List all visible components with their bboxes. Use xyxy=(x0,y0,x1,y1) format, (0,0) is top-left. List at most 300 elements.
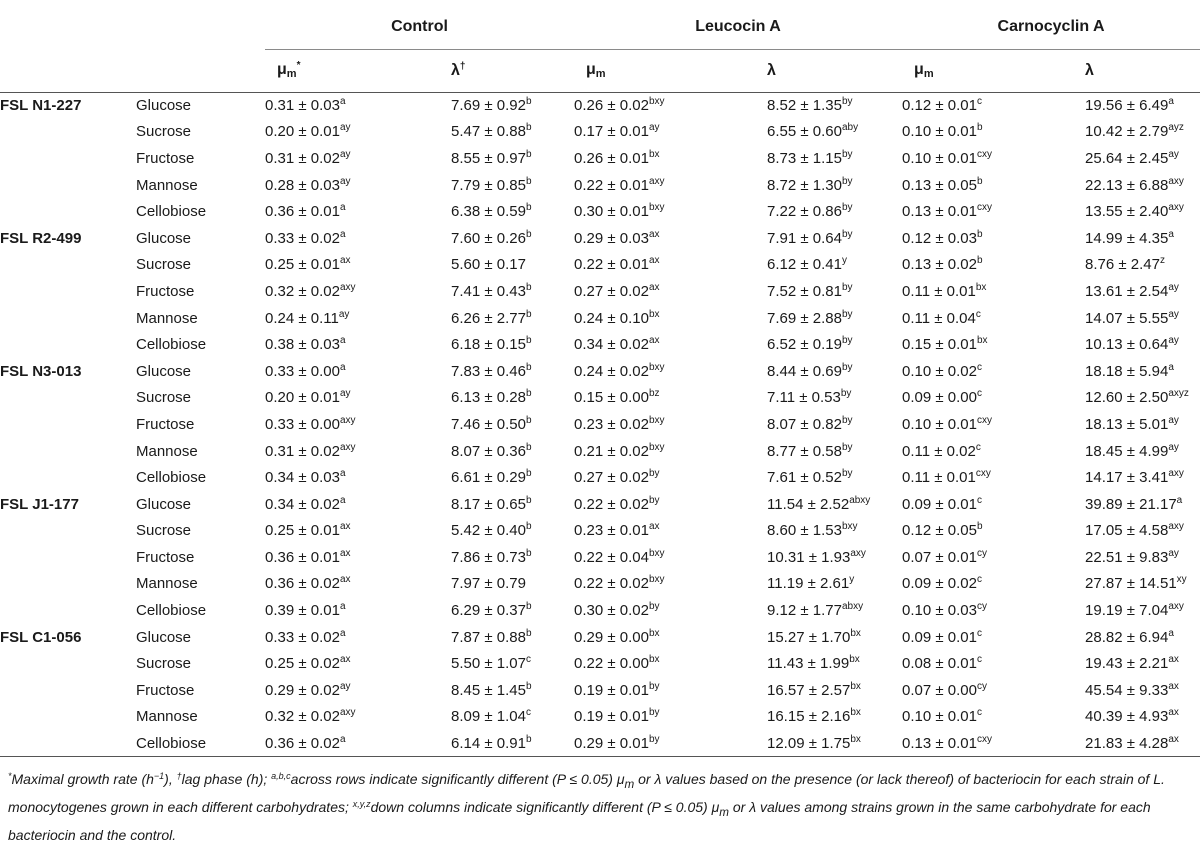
carnocyclin-lambda-value: 17.05 ± 4.58 xyxy=(1085,522,1169,540)
carbohydrate-cell: Glucose xyxy=(136,495,192,513)
carbohydrate-cell: Fructose xyxy=(136,149,195,167)
leucocin-lambda-superscript: bx xyxy=(850,627,861,639)
strain-cell xyxy=(0,650,136,677)
carnocyclin-lambda-superscript: a xyxy=(1168,228,1174,240)
control-lambda-cell xyxy=(419,650,574,677)
leucocin-lambda-value: 7.69 ± 2.88 xyxy=(767,309,842,327)
leucocin-lambda-value: 7.11 ± 0.53 xyxy=(767,389,841,407)
leucocin-lambda-superscript: by xyxy=(841,308,853,320)
strain-cell: FSL R2-499 xyxy=(0,229,82,247)
carnocyclin-lambda-cell xyxy=(1053,92,1200,119)
control-mu-value: 0.31 ± 0.02 xyxy=(265,149,340,167)
control-lambda-superscript: c xyxy=(525,654,531,666)
control-lambda-value: 7.60 ± 0.26 xyxy=(451,229,526,247)
carnocyclin-lambda-cell xyxy=(1053,385,1200,412)
carnocyclin-mu-superscript: b xyxy=(976,122,983,134)
carnocyclin-mu-superscript: b xyxy=(976,255,983,267)
table-row xyxy=(0,438,1200,465)
table-row xyxy=(0,92,1200,119)
carnocyclin-lambda-value: 8.76 ± 2.47 xyxy=(1085,256,1160,274)
carnocyclin-mu-cell xyxy=(902,491,1053,518)
leucocin-lambda-superscript: by xyxy=(841,228,853,240)
carnocyclin-lambda-cell xyxy=(1053,491,1200,518)
control-mu-value: 0.32 ± 0.02 xyxy=(265,282,340,300)
control-lambda-value: 8.55 ± 0.97 xyxy=(451,149,526,167)
carnocyclin-mu-value: 0.11 ± 0.01 xyxy=(902,469,976,487)
leucocin-mu-cell xyxy=(574,411,735,438)
control-lambda-cell xyxy=(419,518,574,545)
leucocin-lambda-value: 7.22 ± 0.86 xyxy=(767,203,842,221)
control-mu-cell xyxy=(265,650,419,677)
carnocyclin-lambda-value: 14.07 ± 5.55 xyxy=(1085,309,1169,327)
carnocyclin-lambda-value: 27.87 ± 14.51 xyxy=(1085,575,1177,593)
carnocyclin-mu-cell xyxy=(902,650,1053,677)
leucocin-mu-superscript: axy xyxy=(648,175,665,187)
leucocin-mu-value: 0.26 ± 0.02 xyxy=(574,97,649,115)
leucocin-lambda-cell xyxy=(735,518,902,545)
leucocin-mu-value: 0.27 ± 0.02 xyxy=(574,469,649,487)
control-lambda-superscript: b xyxy=(525,494,532,506)
leucocin-lambda-superscript: by xyxy=(841,441,853,453)
control-lambda-value: 7.87 ± 0.88 xyxy=(451,628,526,646)
table-row xyxy=(0,119,1200,146)
group-header-control: Control xyxy=(265,0,574,50)
control-lambda-value: 6.29 ± 0.37 xyxy=(451,602,526,620)
carnocyclin-mu-cell xyxy=(902,225,1053,252)
strain-cell xyxy=(0,119,136,146)
leucocin-mu-value: 0.24 ± 0.02 xyxy=(574,362,649,380)
carnocyclin-mu-superscript: c xyxy=(976,654,982,666)
leucocin-mu-superscript: bx xyxy=(648,308,660,320)
leucocin-mu-superscript: by xyxy=(648,733,660,745)
carnocyclin-lambda-cell xyxy=(1053,624,1200,651)
control-mu-cell xyxy=(265,331,419,358)
leucocin-mu-cell xyxy=(574,650,735,677)
control-mu-superscript: a xyxy=(339,468,346,480)
leucocin-mu-cell xyxy=(574,92,735,119)
leucocin-lambda-superscript: by xyxy=(841,281,853,293)
carnocyclin-mu-value: 0.13 ± 0.02 xyxy=(902,256,977,274)
control-mu-superscript: ay xyxy=(339,680,351,692)
leucocin-lambda-value: 6.52 ± 0.19 xyxy=(767,336,842,354)
leucocin-lambda-value: 7.91 ± 0.64 xyxy=(767,229,842,247)
carnocyclin-lambda-cell xyxy=(1053,704,1200,731)
table-row xyxy=(0,730,1200,757)
control-lambda-superscript: b xyxy=(525,335,532,347)
carbohydrate-cell: Glucose xyxy=(136,97,192,115)
group-header-leucocin: Leucocin A xyxy=(574,0,902,50)
leucocin-lambda-cell xyxy=(735,358,902,385)
strain-cell xyxy=(0,172,136,199)
control-mu-value: 0.33 ± 0.00 xyxy=(265,415,340,433)
carnocyclin-mu-cell xyxy=(902,385,1053,412)
carnocyclin-lambda-superscript: ax xyxy=(1168,654,1179,666)
leucocin-mu-value: 0.34 ± 0.02 xyxy=(574,336,649,354)
table-row xyxy=(0,358,1200,385)
table-row xyxy=(0,385,1200,412)
control-mu-superscript: ay xyxy=(339,175,351,187)
carnocyclin-mu-cell xyxy=(902,571,1053,598)
table-row xyxy=(0,411,1200,438)
strain-cell xyxy=(0,518,136,545)
control-mu-cell xyxy=(265,305,419,332)
control-lambda-value: 5.47 ± 0.88 xyxy=(451,123,526,141)
control-mu-value: 0.36 ± 0.01 xyxy=(265,203,340,221)
carbohydrate-cell: Mannose xyxy=(136,575,198,593)
carnocyclin-mu-value: 0.09 ± 0.02 xyxy=(902,575,977,593)
strain-cell xyxy=(0,278,136,305)
leucocin-mu-value: 0.17 ± 0.01 xyxy=(574,123,649,141)
table-row xyxy=(0,491,1200,518)
leucocin-lambda-cell xyxy=(735,198,902,225)
control-lambda-value: 6.13 ± 0.28 xyxy=(451,389,526,407)
carnocyclin-lambda-cell xyxy=(1053,198,1200,225)
leucocin-mu-cell xyxy=(574,438,735,465)
control-lambda-superscript: b xyxy=(525,122,532,134)
leucocin-lambda-cell xyxy=(735,119,902,146)
control-lambda-cell xyxy=(419,198,574,225)
leucocin-lambda-superscript: y xyxy=(849,574,855,586)
carbohydrate-cell: Sucrose xyxy=(136,256,192,274)
column-header-row xyxy=(0,50,1200,92)
control-mu-cell xyxy=(265,544,419,571)
carnocyclin-mu-value: 0.10 ± 0.01 xyxy=(902,415,977,433)
carnocyclin-mu-superscript: b xyxy=(976,175,983,187)
control-mu-value: 0.31 ± 0.03 xyxy=(265,97,340,115)
control-mu-cell xyxy=(265,597,419,624)
carnocyclin-lambda-superscript: axy xyxy=(1168,468,1184,480)
carnocyclin-mu-value: 0.07 ± 0.01 xyxy=(902,548,977,566)
carnocyclin-lambda-value: 45.54 ± 9.33 xyxy=(1085,681,1169,699)
leucocin-mu-value: 0.27 ± 0.02 xyxy=(574,282,649,300)
leucocin-mu-value: 0.29 ± 0.01 xyxy=(574,734,649,752)
leucocin-mu-cell xyxy=(574,624,735,651)
leucocin-lambda-cell xyxy=(735,544,902,571)
control-lambda-cell xyxy=(419,385,574,412)
leucocin-mu-superscript: bxy xyxy=(648,361,665,373)
carnocyclin-mu-cell xyxy=(902,358,1053,385)
leucocin-mu-superscript: bz xyxy=(648,388,660,400)
control-lambda-superscript: b xyxy=(525,521,532,533)
leucocin-mu-superscript: ax xyxy=(648,335,660,347)
control-lambda-cell xyxy=(419,278,574,305)
carbohydrate-cell: Fructose xyxy=(136,681,195,699)
leucocin-mu-cell xyxy=(574,331,735,358)
control-mu-value: 0.31 ± 0.02 xyxy=(265,442,340,460)
carnocyclin-lambda-value: 10.13 ± 0.64 xyxy=(1085,336,1169,354)
table-row xyxy=(0,597,1200,624)
control-lambda-cell xyxy=(419,704,574,731)
control-lambda-value: 5.42 ± 0.40 xyxy=(451,522,526,540)
leucocin-mu-value: 0.23 ± 0.02 xyxy=(574,415,649,433)
control-mu-superscript: a xyxy=(339,202,346,214)
carnocyclin-lambda-cell xyxy=(1053,225,1200,252)
leucocin-mu-cell xyxy=(574,278,735,305)
control-lambda-superscript: b xyxy=(525,96,532,108)
carnocyclin-lambda-value: 18.18 ± 5.94 xyxy=(1085,362,1169,380)
leucocin-lambda-superscript: bx xyxy=(849,654,860,666)
control-mu-cell xyxy=(265,464,419,491)
control-lambda-superscript: b xyxy=(525,733,532,745)
carbohydrate-cell: Glucose xyxy=(136,628,192,646)
control-lambda-cell xyxy=(419,305,574,332)
control-lambda-value: 7.86 ± 0.73 xyxy=(451,548,526,566)
carbohydrate-cell: Cellobiose xyxy=(136,602,207,620)
control-lambda-cell xyxy=(419,464,574,491)
control-mu-value: 0.20 ± 0.01 xyxy=(265,389,340,407)
carbohydrate-cell: Cellobiose xyxy=(136,336,207,354)
strain-cell: FSL C1-056 xyxy=(0,628,82,646)
control-lambda-value: 6.61 ± 0.29 xyxy=(451,469,526,487)
table-row xyxy=(0,518,1200,545)
carnocyclin-lambda-value: 40.39 ± 4.93 xyxy=(1085,708,1169,726)
leucocin-lambda-value: 6.12 ± 0.41 xyxy=(767,256,842,274)
control-mu-superscript: ay xyxy=(339,148,351,160)
control-mu-cell xyxy=(265,438,419,465)
leucocin-lambda-superscript: abxy xyxy=(849,494,871,506)
col-header-carnocyclin-mu: μm xyxy=(914,61,934,81)
carnocyclin-lambda-superscript: ay xyxy=(1168,335,1179,347)
carnocyclin-lambda-superscript: ay xyxy=(1168,148,1179,160)
leucocin-mu-value: 0.19 ± 0.01 xyxy=(574,708,649,726)
carnocyclin-lambda-cell xyxy=(1053,331,1200,358)
leucocin-mu-cell xyxy=(574,464,735,491)
strain-cell xyxy=(0,198,136,225)
leucocin-mu-cell xyxy=(574,119,735,146)
carnocyclin-mu-cell xyxy=(902,677,1053,704)
carnocyclin-mu-value: 0.12 ± 0.03 xyxy=(902,229,977,247)
leucocin-mu-value: 0.21 ± 0.02 xyxy=(574,442,649,460)
carnocyclin-lambda-value: 25.64 ± 2.45 xyxy=(1085,149,1169,167)
leucocin-mu-superscript: bxy xyxy=(648,414,665,426)
carnocyclin-lambda-cell xyxy=(1053,278,1200,305)
control-mu-superscript: a xyxy=(339,228,346,240)
leucocin-lambda-superscript: by xyxy=(841,202,853,214)
carbohydrate-cell: Cellobiose xyxy=(136,730,265,757)
control-mu-superscript: ay xyxy=(339,388,351,400)
carnocyclin-mu-value: 0.11 ± 0.01 xyxy=(902,282,976,300)
control-lambda-value: 7.69 ± 0.92 xyxy=(451,97,526,115)
carbohydrate-cell: Cellobiose xyxy=(136,469,207,487)
carnocyclin-mu-cell xyxy=(902,438,1053,465)
carnocyclin-lambda-cell xyxy=(1053,358,1200,385)
carnocyclin-mu-value: 0.13 ± 0.01 xyxy=(902,203,977,221)
carnocyclin-mu-superscript: c xyxy=(976,361,982,373)
carbohydrate-cell: Fructose xyxy=(136,548,195,566)
carnocyclin-lambda-cell xyxy=(1053,544,1200,571)
control-mu-cell xyxy=(265,172,419,199)
carnocyclin-lambda-value: 13.61 ± 2.54 xyxy=(1085,282,1169,300)
leucocin-mu-superscript: ay xyxy=(648,122,660,134)
carnocyclin-mu-cell xyxy=(902,252,1053,279)
control-mu-value: 0.20 ± 0.01 xyxy=(265,123,340,141)
leucocin-lambda-value: 8.73 ± 1.15 xyxy=(767,149,842,167)
leucocin-lambda-cell xyxy=(735,571,902,598)
carnocyclin-mu-value: 0.15 ± 0.01 xyxy=(902,336,977,354)
control-mu-superscript: a xyxy=(339,96,346,108)
control-lambda-value: 6.18 ± 0.15 xyxy=(451,336,526,354)
control-mu-value: 0.36 ± 0.01 xyxy=(265,548,340,566)
carbohydrate-cell: Sucrose xyxy=(136,389,192,407)
carnocyclin-lambda-cell xyxy=(1053,571,1200,598)
carnocyclin-lambda-superscript: z xyxy=(1159,255,1165,267)
carnocyclin-mu-value: 0.08 ± 0.01 xyxy=(902,655,977,673)
carnocyclin-mu-value: 0.11 ± 0.04 xyxy=(902,309,976,327)
control-mu-cell xyxy=(265,385,419,412)
control-lambda-superscript: c xyxy=(525,707,531,719)
carnocyclin-lambda-superscript: a xyxy=(1168,627,1174,639)
control-lambda-cell xyxy=(419,624,574,651)
leucocin-mu-value: 0.15 ± 0.00 xyxy=(574,389,649,407)
carnocyclin-lambda-superscript: ayz xyxy=(1168,122,1184,134)
leucocin-lambda-superscript: y xyxy=(841,255,847,267)
control-lambda-superscript: b xyxy=(525,202,532,214)
control-lambda-superscript: b xyxy=(525,680,532,692)
carnocyclin-lambda-superscript: ax xyxy=(1168,680,1179,692)
carnocyclin-mu-superscript: c xyxy=(976,494,982,506)
strain-cell xyxy=(0,571,136,598)
leucocin-lambda-value: 15.27 ± 1.70 xyxy=(767,628,851,646)
control-mu-value: 0.34 ± 0.02 xyxy=(265,495,340,513)
leucocin-lambda-value: 8.77 ± 0.58 xyxy=(767,442,842,460)
leucocin-lambda-value: 8.52 ± 1.35 xyxy=(767,97,842,115)
control-mu-cell xyxy=(265,119,419,146)
carnocyclin-lambda-cell xyxy=(1053,730,1200,757)
control-mu-superscript: axy xyxy=(339,281,356,293)
carnocyclin-lambda-value: 10.42 ± 2.79 xyxy=(1085,123,1169,141)
control-lambda-value: 7.79 ± 0.85 xyxy=(451,176,526,194)
carnocyclin-lambda-superscript: axy xyxy=(1168,601,1184,613)
leucocin-lambda-cell xyxy=(735,252,902,279)
control-mu-superscript: a xyxy=(339,361,346,373)
group-header-row xyxy=(0,0,1200,50)
carnocyclin-lambda-superscript: a xyxy=(1168,361,1174,373)
carnocyclin-lambda-cell xyxy=(1053,438,1200,465)
carnocyclin-mu-value: 0.10 ± 0.02 xyxy=(902,362,977,380)
control-lambda-cell xyxy=(419,145,574,172)
control-mu-value: 0.25 ± 0.01 xyxy=(265,256,340,274)
strain-cell xyxy=(0,730,136,757)
control-mu-value: 0.38 ± 0.03 xyxy=(265,336,340,354)
carnocyclin-mu-cell xyxy=(902,92,1053,119)
leucocin-mu-value: 0.22 ± 0.04 xyxy=(574,548,649,566)
control-lambda-cell xyxy=(419,438,574,465)
leucocin-mu-superscript: ax xyxy=(648,255,660,267)
carnocyclin-mu-value: 0.10 ± 0.01 xyxy=(902,123,977,141)
carnocyclin-mu-cell xyxy=(902,305,1053,332)
leucocin-mu-cell xyxy=(574,704,735,731)
leucocin-lambda-value: 7.61 ± 0.52 xyxy=(767,469,842,487)
carnocyclin-mu-value: 0.11 ± 0.02 xyxy=(902,442,976,460)
strain-cell: FSL N1-227 xyxy=(0,97,82,115)
leucocin-lambda-value: 10.31 ± 1.93 xyxy=(767,548,851,566)
carnocyclin-lambda-value: 19.43 ± 2.21 xyxy=(1085,655,1169,673)
control-lambda-superscript: b xyxy=(525,388,532,400)
carnocyclin-mu-superscript: cy xyxy=(976,680,987,692)
leucocin-lambda-cell xyxy=(735,704,902,731)
carnocyclin-mu-superscript: bx xyxy=(976,335,988,347)
control-mu-value: 0.29 ± 0.02 xyxy=(265,681,340,699)
control-lambda-value: 7.46 ± 0.50 xyxy=(451,415,526,433)
carnocyclin-lambda-superscript: ay xyxy=(1168,308,1179,320)
control-lambda-value: 7.41 ± 0.43 xyxy=(451,282,526,300)
carnocyclin-lambda-superscript: axy xyxy=(1168,175,1184,187)
control-mu-value: 0.25 ± 0.02 xyxy=(265,655,340,673)
carnocyclin-mu-value: 0.09 ± 0.01 xyxy=(902,495,977,513)
control-mu-cell xyxy=(265,252,419,279)
control-lambda-value: 5.60 ± 0.17 xyxy=(451,256,526,274)
control-mu-value: 0.33 ± 0.00 xyxy=(265,362,340,380)
carnocyclin-lambda-value: 14.17 ± 3.41 xyxy=(1085,469,1169,487)
carbohydrate-cell: Mannose xyxy=(136,708,198,726)
strain-cell xyxy=(0,464,136,491)
carnocyclin-mu-superscript: cxy xyxy=(976,148,992,160)
carnocyclin-mu-cell xyxy=(902,119,1053,146)
leucocin-mu-value: 0.22 ± 0.00 xyxy=(574,655,649,673)
carnocyclin-lambda-superscript: a xyxy=(1176,494,1183,506)
strain-cell xyxy=(0,252,136,279)
carnocyclin-lambda-cell xyxy=(1053,145,1200,172)
carnocyclin-mu-value: 0.09 ± 0.00 xyxy=(902,389,977,407)
table-row xyxy=(0,571,1200,598)
strain-cell xyxy=(0,145,136,172)
control-mu-superscript: ay xyxy=(338,308,350,320)
leucocin-lambda-cell xyxy=(735,92,902,119)
table-row xyxy=(0,650,1200,677)
control-mu-cell xyxy=(265,571,419,598)
control-mu-cell xyxy=(265,730,419,757)
strain-cell xyxy=(0,544,136,571)
strain-cell xyxy=(0,385,136,412)
table-row xyxy=(0,544,1200,571)
control-mu-superscript: ay xyxy=(339,122,351,134)
control-lambda-value: 7.97 ± 0.79 xyxy=(451,575,526,593)
control-lambda-cell xyxy=(419,597,574,624)
carnocyclin-lambda-value: 39.89 ± 21.17 xyxy=(1085,495,1177,513)
leucocin-mu-value: 0.22 ± 0.02 xyxy=(574,575,649,593)
leucocin-lambda-cell xyxy=(735,677,902,704)
carnocyclin-lambda-cell xyxy=(1053,411,1200,438)
control-lambda-superscript: b xyxy=(525,308,532,320)
carbohydrate-cell: Fructose xyxy=(136,282,195,300)
table-row xyxy=(0,624,1200,651)
carnocyclin-lambda-superscript: a xyxy=(1168,96,1174,108)
carnocyclin-mu-value: 0.07 ± 0.00 xyxy=(902,681,977,699)
carnocyclin-lambda-cell xyxy=(1053,677,1200,704)
leucocin-mu-value: 0.22 ± 0.02 xyxy=(574,495,649,513)
leucocin-mu-superscript: by xyxy=(648,680,660,692)
leucocin-mu-superscript: bx xyxy=(648,148,660,160)
table-row xyxy=(0,225,1200,252)
control-mu-superscript: a xyxy=(339,494,346,506)
control-mu-cell xyxy=(265,518,419,545)
leucocin-lambda-cell xyxy=(735,624,902,651)
control-lambda-value: 8.17 ± 0.65 xyxy=(451,495,526,513)
leucocin-mu-superscript: bxy xyxy=(648,202,665,214)
carnocyclin-lambda-value: 22.13 ± 6.88 xyxy=(1085,176,1169,194)
carnocyclin-lambda-value: 19.19 ± 7.04 xyxy=(1085,602,1169,620)
control-lambda-superscript: b xyxy=(525,228,532,240)
leucocin-mu-cell xyxy=(574,730,735,757)
control-mu-cell xyxy=(265,624,419,651)
control-lambda-cell xyxy=(419,225,574,252)
carnocyclin-mu-superscript: c xyxy=(976,388,982,400)
carnocyclin-mu-superscript: b xyxy=(976,228,983,240)
carnocyclin-lambda-superscript: ay xyxy=(1168,441,1179,453)
carnocyclin-lambda-value: 12.60 ± 2.50 xyxy=(1085,389,1169,407)
leucocin-mu-cell xyxy=(574,358,735,385)
carnocyclin-lambda-cell xyxy=(1053,119,1200,146)
